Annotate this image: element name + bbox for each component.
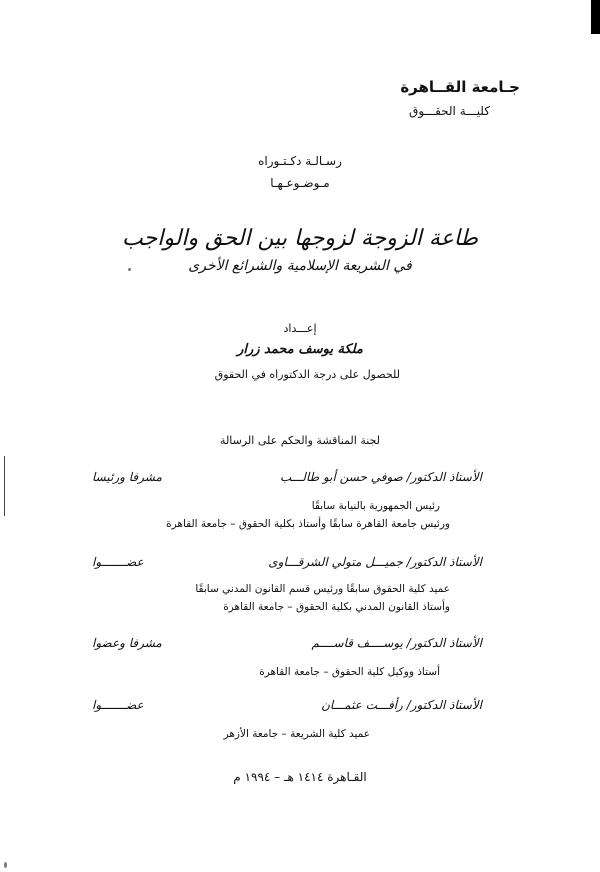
committee-member-name: الأستاذ الدكتور/ رأفـــت عثمـــان (321, 698, 482, 712)
committee-member-desc: ورئيس جامعة القاهرة سابقًا وأستاذ بكلية الحقوق – جامعة القاهرة (166, 518, 450, 530)
thesis-subtitle: في الشريعة الإسلامية والشرائع الأخرى (188, 258, 412, 274)
committee-heading: لجنة المناقشة والحكم على الرسالة (220, 434, 380, 447)
scan-edge-mark (591, 0, 600, 34)
committee-member-desc: أستاذ ووكيل كلية الحقوق – جامعة القاهرة (259, 666, 440, 678)
committee-member-role: مشرفا وعضوا (92, 636, 162, 650)
margin-bracket-mark (4, 456, 15, 516)
thesis-title: طاعة الزوجة لزوجها بين الحق والواجب (122, 226, 478, 251)
committee-member-desc: عميد كلية الشريعة – جامعة الأزهر (223, 728, 370, 740)
committee-member-name: الأستاذ الدكتور/ جميـــل متولي الشرقـــاوى (268, 555, 482, 569)
preparation-label: إعـــداد (283, 322, 317, 335)
committee-member-role: عضـــــــوا (92, 555, 144, 569)
degree-purpose: للحصول على درجة الدكتوراه في الحقوق (214, 368, 400, 381)
committee-member-role: عضـــــــوا (92, 698, 144, 712)
faculty-name: كليـــة الحقـــوق (409, 104, 490, 118)
committee-member-name: الأستاذ الدكتور/ يوســــف قاســــم (311, 636, 482, 650)
subject-label: مـوضـوعـهـا (270, 176, 330, 190)
committee-member-role: مشرفا ورئيسا (92, 470, 162, 484)
committee-member-desc: عميد كلية الحقوق سابقًا ورئيس قسم القانون المدني سابقًا (195, 583, 450, 595)
scan-speck (4, 862, 7, 868)
committee-member-desc: رئيس الجمهورية بالنيابة سابقًا (311, 500, 440, 512)
place-and-date: القـاهرة ١٤١٤ هـ – ١٩٩٤ م (233, 770, 367, 784)
author-name: ملكة يوسف محمد زرار (237, 342, 363, 357)
thesis-label: رسـالـة دكـتـوراه (258, 154, 342, 168)
committee-member-desc: وأستاذ القانون المدني بكلية الحقوق – جامعة القاهرة (223, 601, 450, 613)
committee-member-name: الأستاذ الدكتور/ صوفي حسن أبو طالـــب (279, 470, 482, 484)
university-name: جـامعة القــاهرة (400, 78, 520, 96)
